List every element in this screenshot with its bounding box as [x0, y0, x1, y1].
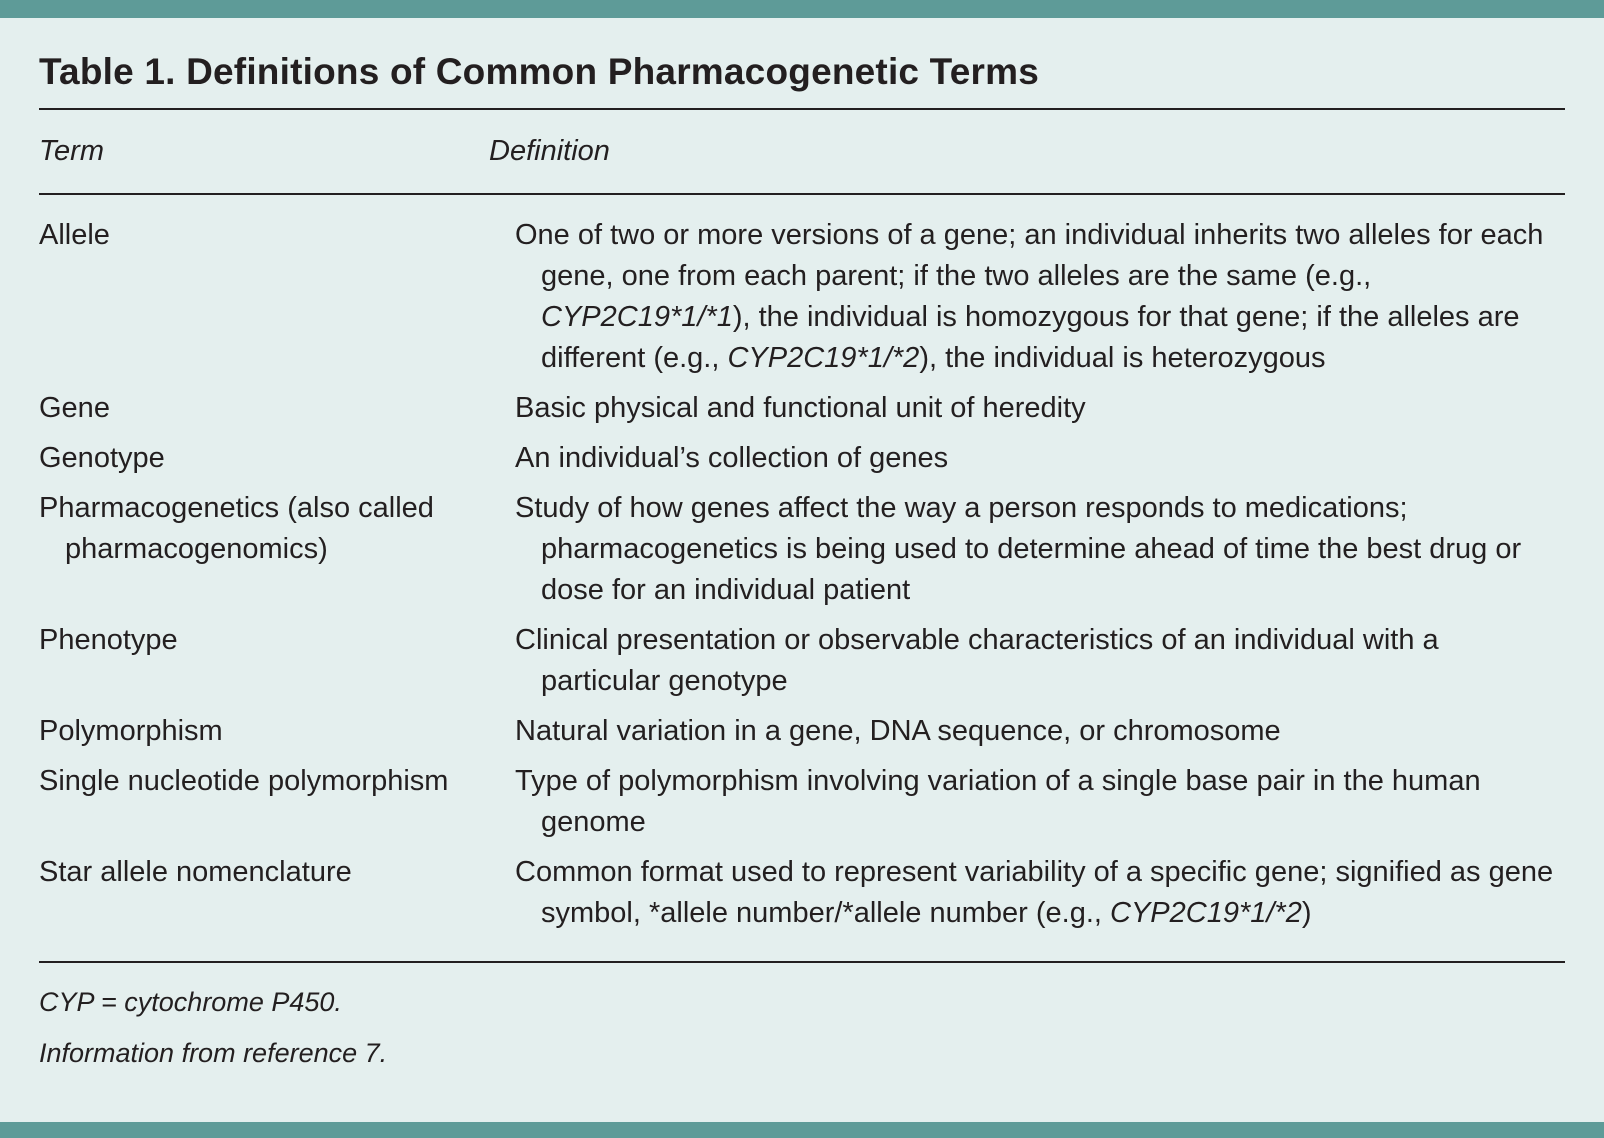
term-cell: Star allele nomenclature	[39, 856, 352, 888]
definition-cell	[515, 761, 1565, 843]
term-cell: Phenotype	[39, 624, 178, 656]
table-row	[39, 488, 1565, 611]
table-footnotes	[39, 963, 1565, 1070]
definition-cell	[515, 388, 1565, 429]
definition-text: Common format used to represent variability of a specific gene; signified as gene symbol, *allele number/*allele number (e.g.,	[515, 856, 1554, 929]
table-row	[39, 620, 1565, 702]
table-row	[39, 215, 1565, 379]
abbreviation-note: CYP = cytochrome P450.	[39, 987, 342, 1017]
table-header-row	[39, 110, 1565, 193]
table-row	[39, 388, 1565, 429]
definition-text: Type of polymorphism involving variation of a single base pair in the human genome	[515, 765, 1481, 838]
header-definition: Definition	[489, 135, 610, 167]
definition-text: Natural variation in a gene, DNA sequence, or chromosome	[515, 715, 1281, 747]
definition-text: ), the individual is heterozygous	[919, 342, 1326, 374]
definition-text: Clinical presentation or observable characteristics of an individual with a particular genotype	[515, 624, 1439, 697]
table-body	[39, 195, 1565, 961]
definition-text: An individual’s collection of genes	[515, 442, 949, 474]
allele-example: CYP2C19*1/*2	[727, 342, 920, 374]
term-cell: Pharmacogenetics (also called pharmacogenomics)	[39, 492, 434, 565]
table-container	[39, 18, 1565, 1087]
definition-cell	[515, 620, 1565, 702]
definition-cell	[515, 438, 1565, 479]
term-cell: Gene	[39, 392, 110, 424]
definition-cell	[515, 852, 1565, 934]
term-cell: Genotype	[39, 442, 165, 474]
definition-text: )	[1301, 897, 1312, 929]
header-term: Term	[39, 135, 104, 167]
source-note: Information from reference 7.	[39, 1038, 388, 1068]
table-title: Table 1. Definitions of Common Pharmacogenetic Terms	[39, 51, 1039, 92]
definition-text: One of two or more versions of a gene; an individual inherits two alleles for each gene, one from each parent; if the two alleles are the same (e.g.,	[515, 219, 1544, 292]
table-row	[39, 438, 1565, 479]
term-cell: Allele	[39, 219, 110, 251]
table-row	[39, 761, 1565, 843]
definition-cell	[515, 711, 1565, 752]
top-accent-bar	[0, 0, 1604, 18]
definition-text: Study of how genes affect the way a person responds to medications; pharmacogenetics is being used to determine ahead of time the best drug or dose for an individual patient	[515, 492, 1522, 606]
allele-example: CYP2C19*1/*1	[541, 301, 733, 333]
definition-cell	[515, 488, 1565, 611]
definition-cell	[515, 215, 1565, 379]
bottom-accent-bar	[0, 1122, 1604, 1138]
term-cell: Single nucleotide polymorphism	[39, 765, 449, 797]
term-cell: Polymorphism	[39, 715, 223, 747]
table-row	[39, 852, 1565, 934]
allele-example: CYP2C19*1/*2	[1110, 897, 1302, 929]
definition-text: Basic physical and functional unit of heredity	[515, 392, 1086, 424]
table-row	[39, 711, 1565, 752]
definition-text: ), the individual is homozygous for that gene; if the alleles are different (e.g.,	[541, 301, 1520, 374]
